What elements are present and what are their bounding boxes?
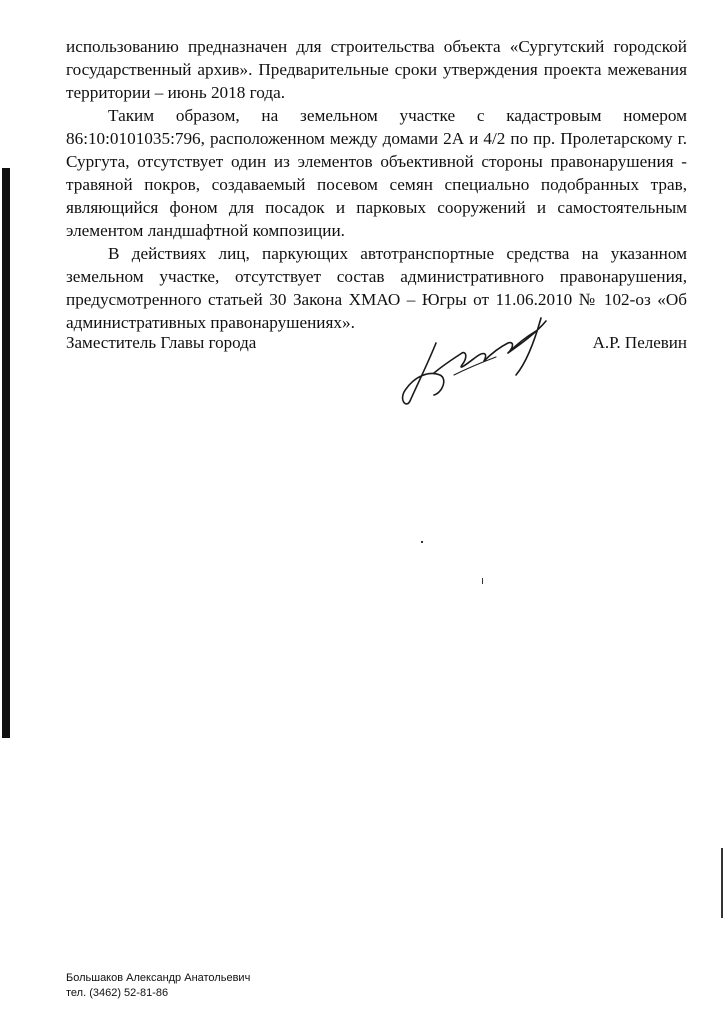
scan-speck [421,541,423,543]
scan-edge-right [721,848,723,918]
executor-phone: тел. (3462) 52-81-86 [66,987,169,999]
paragraph-conclusion: В действиях лиц, паркующих автотранспортные средства на указанном земельном участке, отсутствует состав административного правонарушения, предусмотренного статьей 30 Закона ХМАО – Югры от 11.06.2010 № 102-оз «Об административных правонарушениях». [66,244,687,332]
executor-name: Большаков Александр Анатольевич [66,972,251,984]
scan-speck [482,578,483,584]
signature-block [66,333,687,423]
paragraph-archive: использованию предназначен для строительства объекта «Сургутский городской государственный архив». Предварительные сроки утверждения проекта межевания территории – июнь 2018 года. [66,37,687,102]
handwritten-signature [396,313,566,413]
scan-edge-left [2,168,10,738]
executor-footer [66,971,250,1001]
document-body [66,35,687,334]
paragraph-land-plot: Таким образом, на земельном участке с кадастровым номером 86:10:0101035:796, расположенном между домами 2А и 4/2 по пр. Пролетарскому г. Сургута, отсутствует один из элементов объективной стороны правонарушения - травяной покров, создаваемый посевом семян специально подобранных трав, являющийся фоном для посадок и парковых сооружений и самостоятельным элементом ландшафтной композиции. [66,106,687,240]
signatory-name: А.Р. Пелевин [592,333,687,352]
signatory-title: Заместитель Главы города [66,333,257,352]
